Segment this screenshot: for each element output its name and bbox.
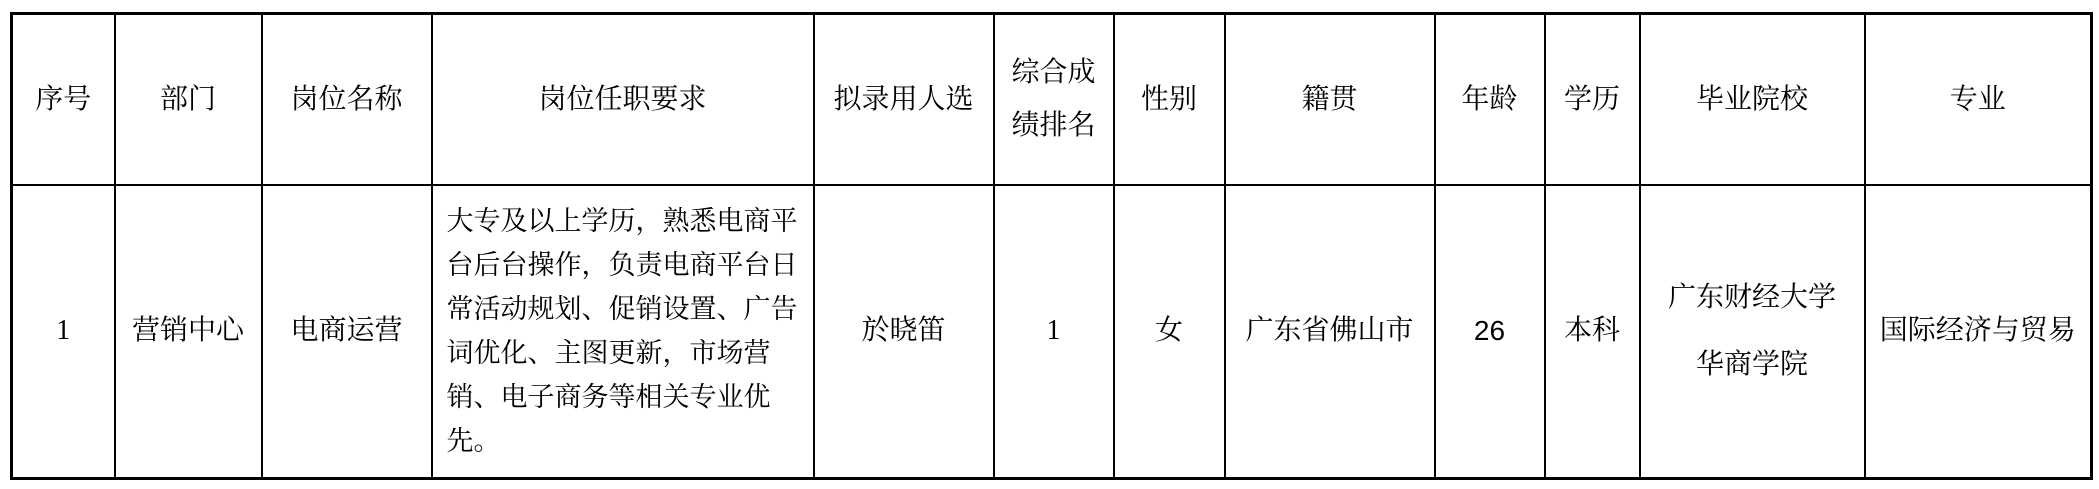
header-position: 岗位名称 [262, 14, 432, 185]
table-row [12, 185, 2092, 479]
header-row [12, 14, 2092, 185]
cell-position: 电商运营 [262, 185, 432, 479]
recruitment-table [10, 12, 2093, 480]
cell-candidate: 於晓笛 [814, 185, 994, 479]
cell-major: 国际经济与贸易 [1865, 185, 2092, 479]
table-body [12, 185, 2092, 479]
cell-department: 营销中心 [115, 185, 262, 479]
header-department: 部门 [115, 14, 262, 185]
table-header [12, 14, 2092, 185]
header-school: 毕业院校 [1640, 14, 1865, 185]
cell-school [1640, 185, 1865, 479]
cell-native-place: 广东省佛山市 [1225, 185, 1435, 479]
header-major: 专业 [1865, 14, 2092, 185]
cell-gender: 女 [1114, 185, 1225, 479]
header-score-rank: 综合成绩排名 [994, 14, 1114, 185]
header-age: 年龄 [1435, 14, 1545, 185]
header-candidate: 拟录用人选 [814, 14, 994, 185]
header-requirements: 岗位任职要求 [432, 14, 814, 185]
school-line-2: 华商学院 [1695, 349, 1808, 381]
cell-education: 本科 [1545, 185, 1640, 479]
cell-age: 26 [1435, 185, 1545, 479]
cell-requirements: 大专及以上学历，熟悉电商平台后台操作，负责电商平台日常活动规划、促销设置、广告词优化、主图更新，市场营销、电子商务等相关专业优先。 [432, 185, 814, 479]
school-line-1: 广东财经大学 [1667, 282, 1836, 314]
header-education: 学历 [1545, 14, 1640, 185]
header-gender: 性别 [1114, 14, 1225, 185]
cell-score-rank: 1 [994, 185, 1114, 479]
header-native-place: 籍贯 [1225, 14, 1435, 185]
cell-seq: 1 [12, 185, 115, 479]
header-seq: 序号 [12, 14, 115, 185]
